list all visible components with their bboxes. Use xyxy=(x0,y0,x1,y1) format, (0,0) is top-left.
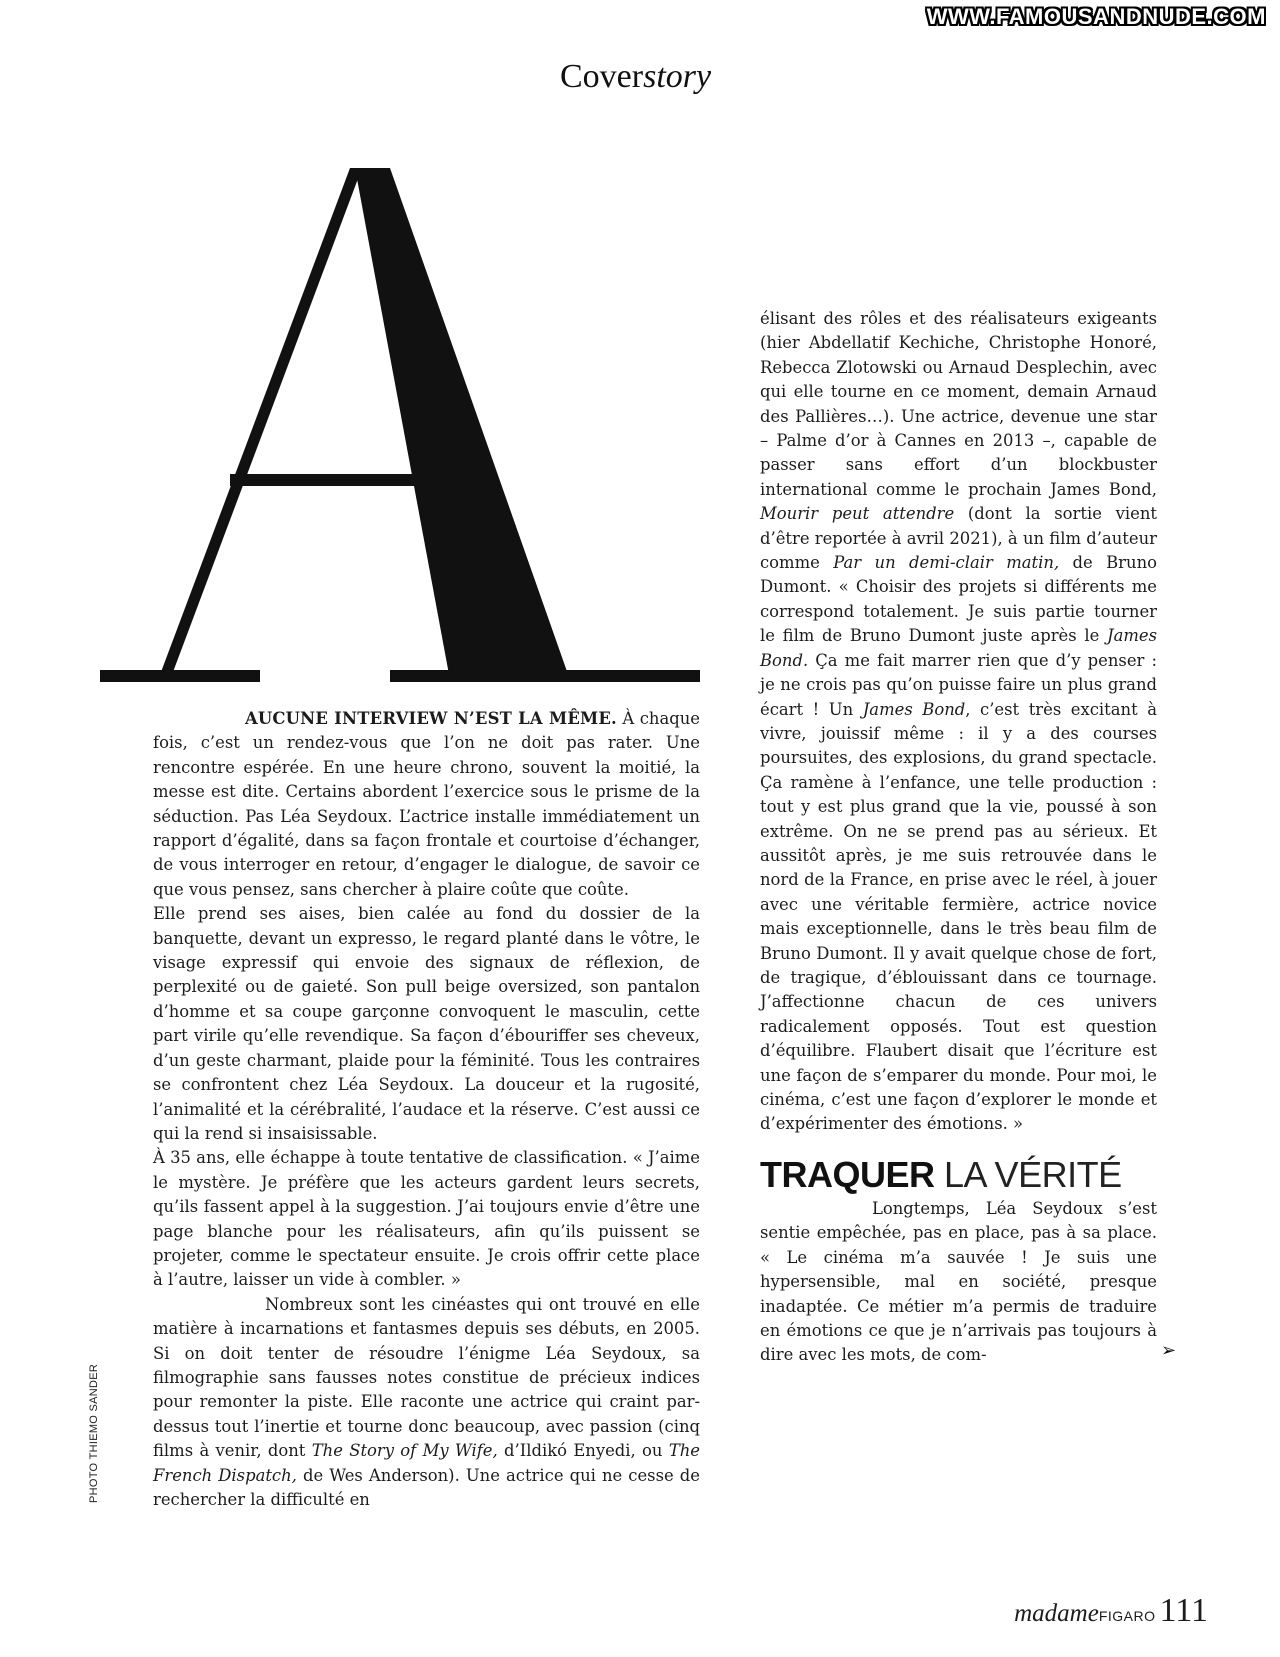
p4-text-b: d’Ildikó Enyedi, ou xyxy=(497,1441,669,1461)
paragraph-2: Elle prend ses aises, bien calée au fond du dossier de la banquette, devant un expresso, le regard planté dans le vôtre, le visage expressif qui envoie des signaux de réflexion, de perplexité ou de gaieté. Son pull beige oversized, son pantalon d’homme et sa coupe garçonne convoquent le masculin, cette part virile qu’elle revendique. Sa façon d’ébouriffer ses cheveux, d’un geste charmant, plaide pour la féminité. Tous les contraires se confrontent chez Léa Seydoux. La douceur et la rugosité, l’animalité et la cérébralité, l’audace et la réserve. C’est aussi ce qui la rend si insaisissable. xyxy=(153,904,700,1143)
film-title: Par un demi-clair matin, xyxy=(833,553,1060,573)
film-title: Mourir peut attendre xyxy=(760,504,955,524)
p5-text-4: Ça me fait marrer rien que d’y penser : je ne crois pas qu’on puisse faire un plus grand écart ! Un xyxy=(760,650,1157,719)
subheading-strong: TRAQUER xyxy=(760,1154,935,1195)
article-left-column xyxy=(153,707,700,1512)
p5-text-3: de Bruno Dumont. « Choisir des projets si différents me correspond totalement. Je suis partie tourner le film de Bruno Dumont juste après le xyxy=(760,553,1157,646)
continue-arrow-icon: ➢ xyxy=(1161,1340,1177,1361)
p4-text-c: de Wes Anderson). Une actrice qui ne cesse de rechercher la difficulté en xyxy=(153,1465,700,1509)
magazine-logo-script: madame xyxy=(1014,1600,1099,1627)
p5-text-5: , c’est très excitant à vivre, jouissif même : il y a des courses poursuites, des explosions, du grand spectacle. Ça ramène à l’enfance, une telle production : tout y est plus grand que la vie, poussé à son extrême. On ne se prend pas au sérieux. Et aussitôt après, je me suis retrouvée dans le nord de la France, en prise avec le réel, à jouer avec une véritable fermière, actrice novice mais exceptionnelle, dans le très beau film de Bruno Dumont. Il y avait quelque chose de fort, de tragique, d’éblouissant dans ce tournage. J’affectionne chacun de ces univers radicalement opposés. Tout est question d’équilibre. Flaubert disait que l’écriture est une façon de s’emparer du monde. Pour moi, le cinéma, c’est une façon d’explorer le monde et d’expérimenter des émotions. » xyxy=(760,699,1157,1134)
page-number: 111 xyxy=(1159,1592,1208,1629)
lead-in: AUCUNE INTERVIEW N’EST LA MÊME. xyxy=(245,709,617,728)
section-label xyxy=(560,58,711,96)
paragraph-5 xyxy=(760,307,1157,1137)
p5-text-2: (dont la sortie vient d’être reportée à avril 2021), à un film d’auteur comme xyxy=(760,504,1157,573)
subheading xyxy=(760,1155,1122,1195)
section-label-cover: Cover xyxy=(560,58,644,95)
film-title: James Bond xyxy=(862,699,966,719)
p5-text-1: élisant des rôles et des réalisateurs exigeants (hier Abdellatif Kechiche, Christophe Honoré, Rebecca Zlotowski ou Arnaud Desplechin, avec qui elle tourne en ce moment, demain Arnaud des Pallières…). Une actrice, devenue une star – Palme d’or à Cannes en 2013 –, capable de passer sans effort d’un blockbuster international comme le prochain James Bond, xyxy=(760,309,1157,499)
paragraph-1: À chaque fois, c’est un rendez-vous que l’on ne doit pas rater. Une rencontre espérée. En une heure chrono, souvent la moitié, la messe est dite. Certains abordent l’exercice sous le prisme de la séduction. Pas Léa Seydoux. L’actrice installe immédiatement un rapport d’égalité, dans sa façon frontale et courtoise d’échanger, de vous interroger en retour, d’engager le dialogue, de savoir ce que vous pensez, sans chercher à plaire coûte que coûte. xyxy=(153,709,700,899)
p4-text-a: Nombreux sont les cinéastes qui ont trouvé en elle matière à incarnations et fantasmes depuis ses débuts, en 2005. Si on doit tenter de résoudre l’énigme Léa Seydoux, sa filmographie sans fausses notes constitue de précieux indices pour remonter la piste. Elle raconte une actrice qui craint par-dessus tout l’inertie et tourne donc beaucoup, avec passion (cinq films à venir, dont xyxy=(153,1294,700,1461)
film-title: The French Dispatch, xyxy=(153,1441,701,1485)
photo-credit: PHOTO THIEMO SANDER xyxy=(88,1363,100,1503)
paragraph-6: Longtemps, Léa Seydoux s’est sentie empêchée, pas en place, pas à sa place. « Le cinéma m’a sauvée ! Je suis une hypersensible, mal en société, presque inadaptée. Ce métier m’a permis de traduire en émotions ce que je n’arrivais pas toujours à dire avec les mots, de com- xyxy=(760,1199,1157,1365)
paragraph-3: À 35 ans, elle échappe à toute tentative de classification. « J’aime le mystère. Je préfère que les acteurs gardent leurs secrets, qu’ils fassent appel à la suggestion. J’ai toujours envie d’être une page blanche pour les réalisateurs, afin qu’ils puissent se projeter, comme le spectateur ensuite. Je crois offrir cette place à l’autre, laisser un vide à combler. » xyxy=(153,1148,700,1290)
film-title: James Bond. xyxy=(760,626,1157,670)
section-label-story: story xyxy=(643,58,712,95)
paragraph-4 xyxy=(153,1293,700,1513)
watermark: WWW.FAMOUSANDNUDE.COM xyxy=(926,4,1266,29)
dropcap-letter xyxy=(100,168,700,704)
article-right-column xyxy=(760,307,1157,1137)
film-title: The Story of My Wife, xyxy=(311,1441,498,1461)
page-footer xyxy=(1014,1592,1208,1630)
subheading-light: LA VÉRITÉ xyxy=(934,1154,1122,1195)
article-section-2 xyxy=(760,1197,1157,1368)
magazine-logo-caps: FIGARO xyxy=(1098,1608,1156,1624)
lead-paragraph xyxy=(153,707,700,902)
